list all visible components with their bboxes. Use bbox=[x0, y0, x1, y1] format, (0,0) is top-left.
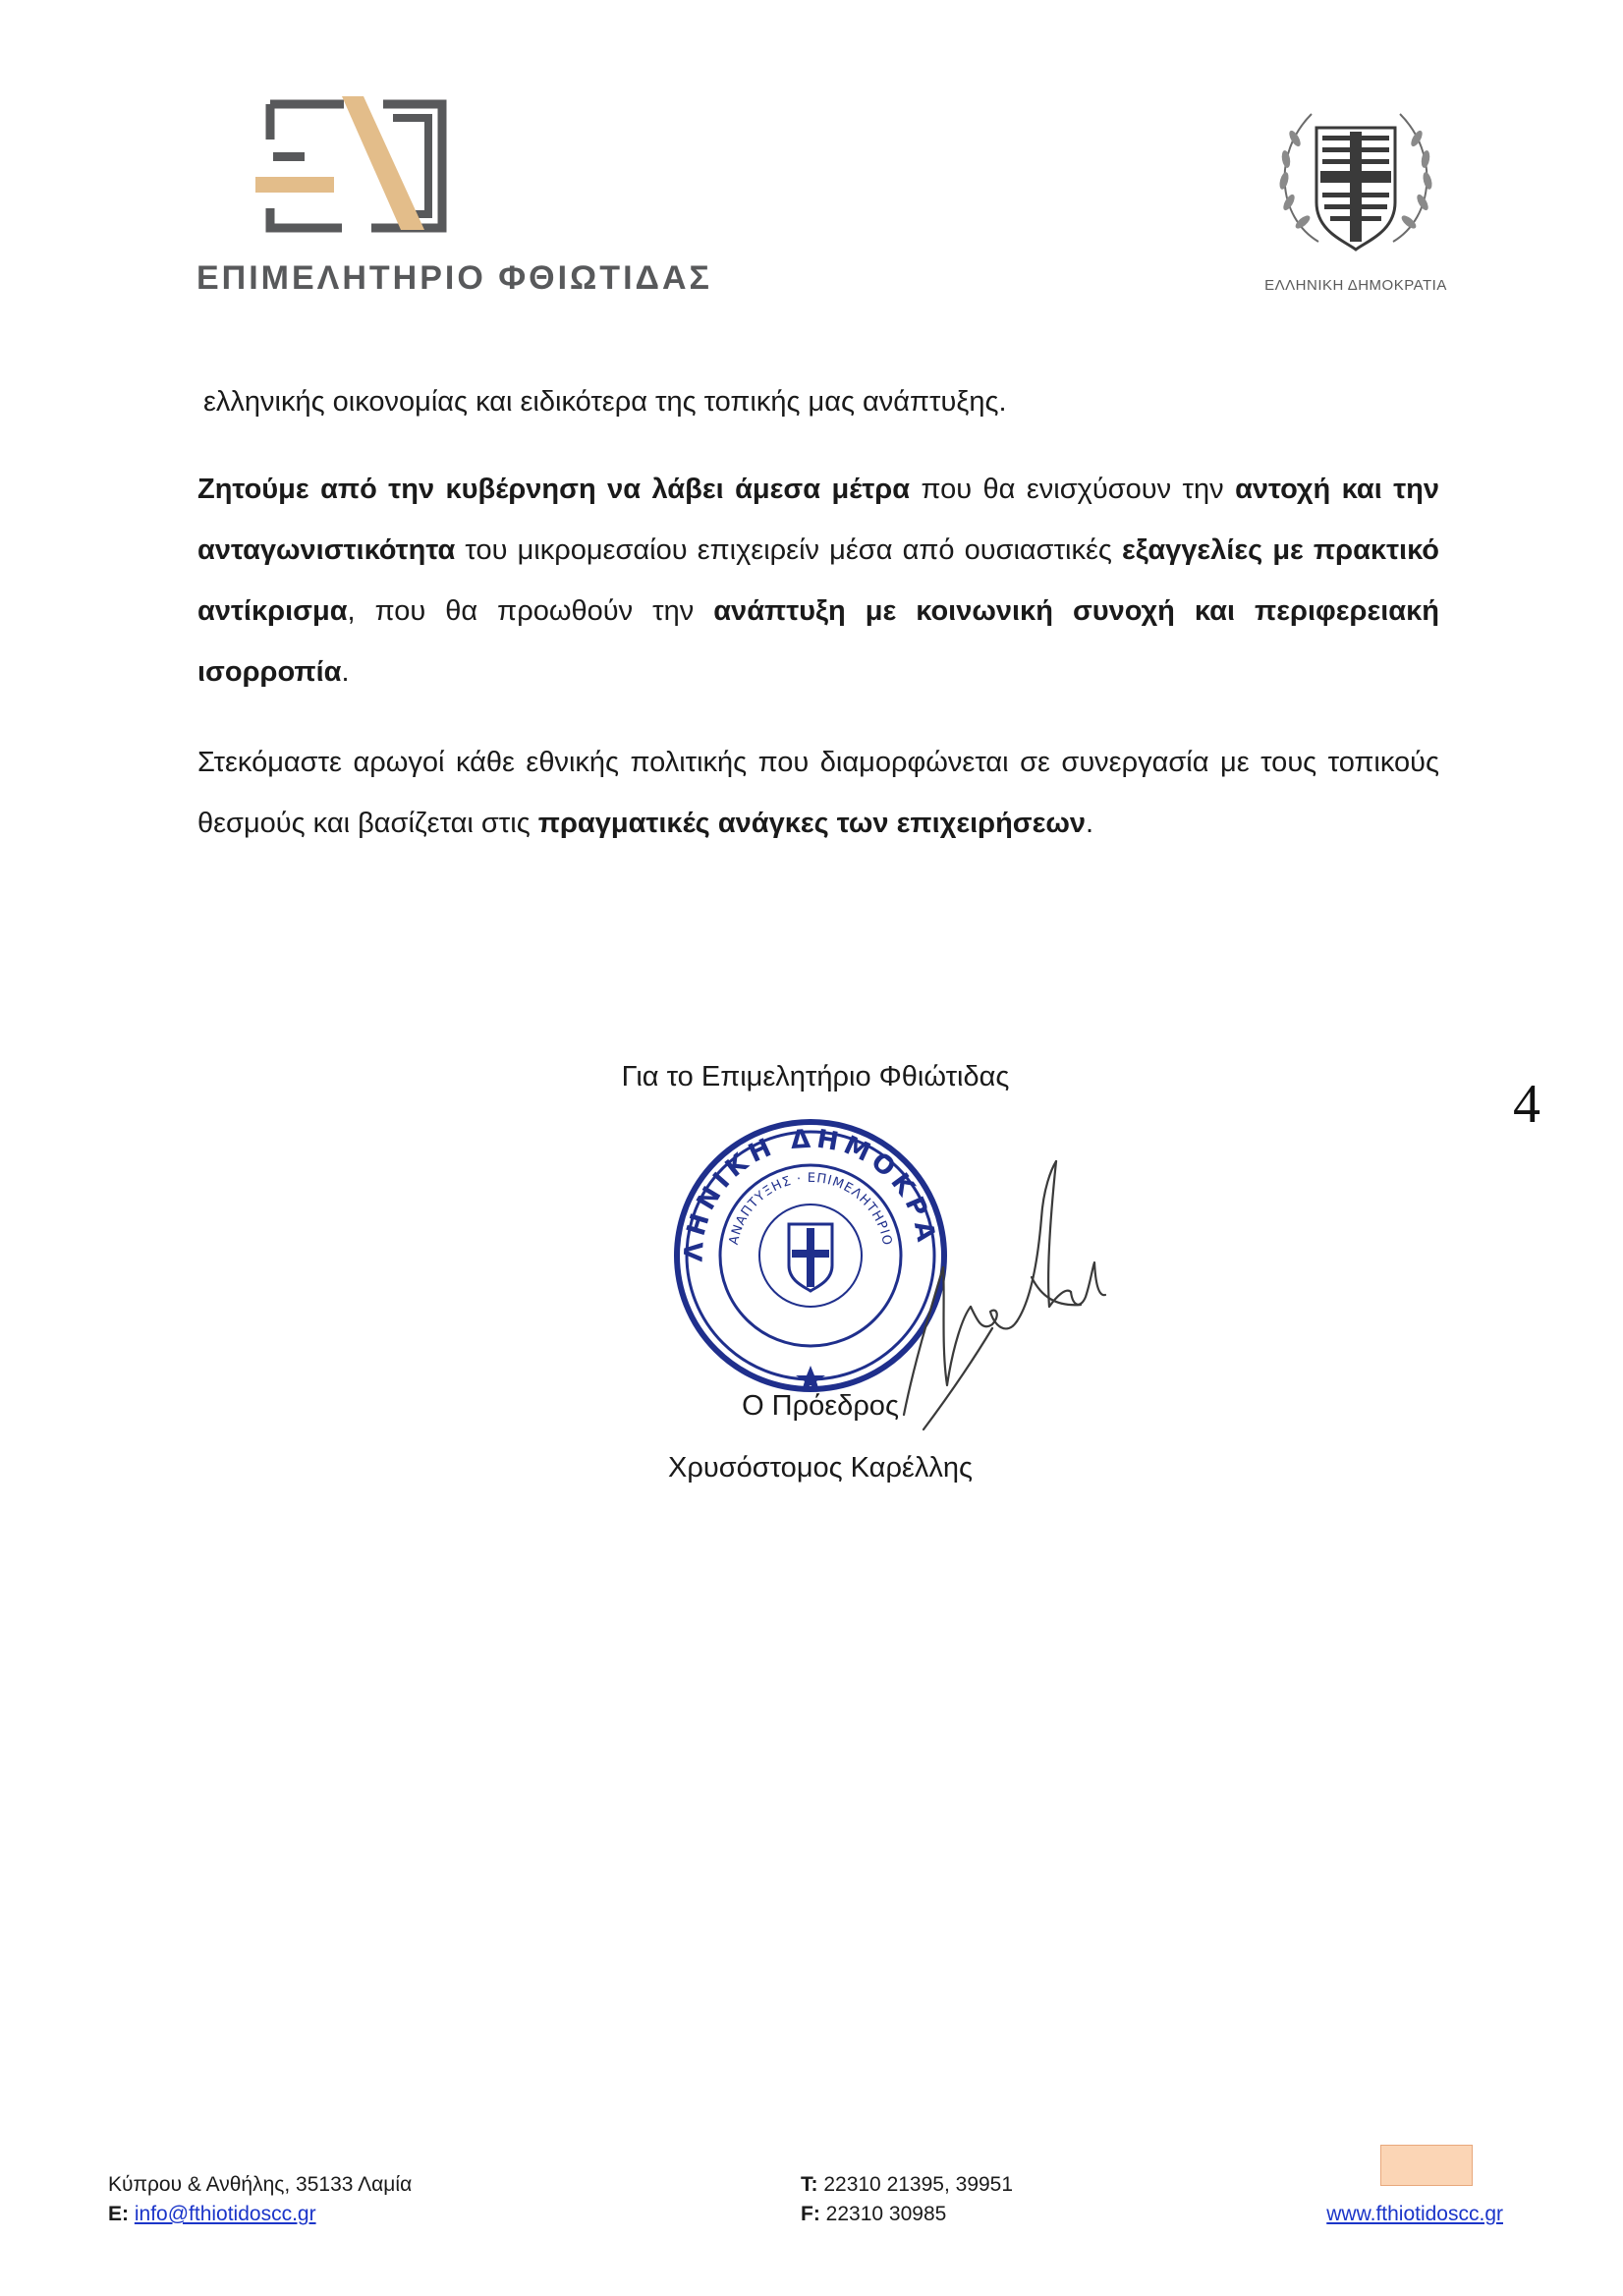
chamber-logo-icon bbox=[196, 90, 491, 248]
svg-text:ΥΠΟΥΡΓΕΙΟ ΑΝΑΠΤΥΞΗΣ · ΕΠΙΜΕΛΗΤ: ΑΝΑΠΤΥΞΗΣ · ΕΠΙΜΕΛΗΤΗΡΙΟ bbox=[726, 1170, 895, 1248]
bold-phrase: πραγματικές ανάγκες των επιχειρήσεων bbox=[537, 808, 1087, 839]
fax-label: F: bbox=[801, 2203, 820, 2225]
demand-paragraph bbox=[197, 459, 1439, 702]
text-run: , που θα προωθούν την bbox=[347, 595, 714, 627]
text-run: Στεκόμαστε αρωγοί κάθε εθνικής πολιτικής που διαμορφώνεται σε συνεργασία με τους τοπικούς θεσμούς και βασίζεται στις bbox=[197, 747, 1439, 839]
greek-coat-of-arms-icon bbox=[1267, 94, 1444, 271]
footer-decorative-box bbox=[1380, 2145, 1473, 2186]
footer-phone-row bbox=[801, 2173, 1013, 2197]
svg-text:ΕΛΛΗΝΙΚΗ ΔΗΜΟΚΡΑΤΙΑ: ΛΗΝΙΚΗ ΔΗΜΟΚΡΑ bbox=[679, 1124, 941, 1262]
text-run: του μικρομεσαίου επιχειρείν μέσα από ουσιαστικές bbox=[455, 534, 1122, 566]
chamber-name: ΕΠΙΜΕΛΗΤΗΡΙΟ ΦΘΙΩΤΙΔΑΣ bbox=[196, 259, 712, 297]
footer-address: Κύπρου & Ανθήλης, 35133 Λαμία bbox=[108, 2173, 413, 2196]
bold-phrase: εξαγγελίες με πρακτικό αντίκρισμα bbox=[197, 534, 1440, 627]
signatory-role: Ο Πρόεδρος bbox=[742, 1390, 899, 1422]
website-link[interactable]: www.fthiotidoscc.gr bbox=[1326, 2203, 1503, 2225]
email-label: E: bbox=[108, 2203, 129, 2225]
lead-paragraph: ελληνικής οικονομίας και ειδικότερα της τοπικής μας ανάπτυξης. bbox=[203, 386, 1007, 418]
footer-fax-row bbox=[801, 2203, 946, 2226]
phone-label: T: bbox=[801, 2173, 818, 2196]
text-run: . bbox=[1086, 808, 1094, 839]
phone-number: 22310 21395, 39951 bbox=[823, 2173, 1014, 2196]
support-paragraph bbox=[197, 732, 1439, 854]
email-link[interactable]: info@fthiotidoscc.gr bbox=[134, 2203, 316, 2225]
text-run: . bbox=[341, 656, 350, 688]
signatory-organization: Για το Επιμελητήριο Φθιώτιδας bbox=[621, 1061, 1010, 1092]
bold-phrase: ανάπτυξη με κοινωνική συνοχή και περιφερειακή ισορροπία bbox=[197, 595, 1439, 688]
page-number: 4 bbox=[1513, 1074, 1540, 1135]
fax-number: 22310 30985 bbox=[825, 2203, 947, 2225]
republic-label: ΕΛΛΗΝΙΚΗ ΔΗΜΟΚΡΑΤΙΑ bbox=[1264, 277, 1447, 294]
bold-phrase: αντοχή και την ανταγωνιστικότητα bbox=[197, 474, 1439, 566]
footer-email-row bbox=[108, 2203, 316, 2226]
bold-phrase: Ζητούμε από την κυβέρνηση να λάβει άμεσα μέτρα bbox=[197, 474, 911, 505]
text-run: που θα ενισχύσουν την bbox=[910, 474, 1236, 505]
signatory-name: Χρυσόστομος Καρέλλης bbox=[668, 1452, 973, 1484]
